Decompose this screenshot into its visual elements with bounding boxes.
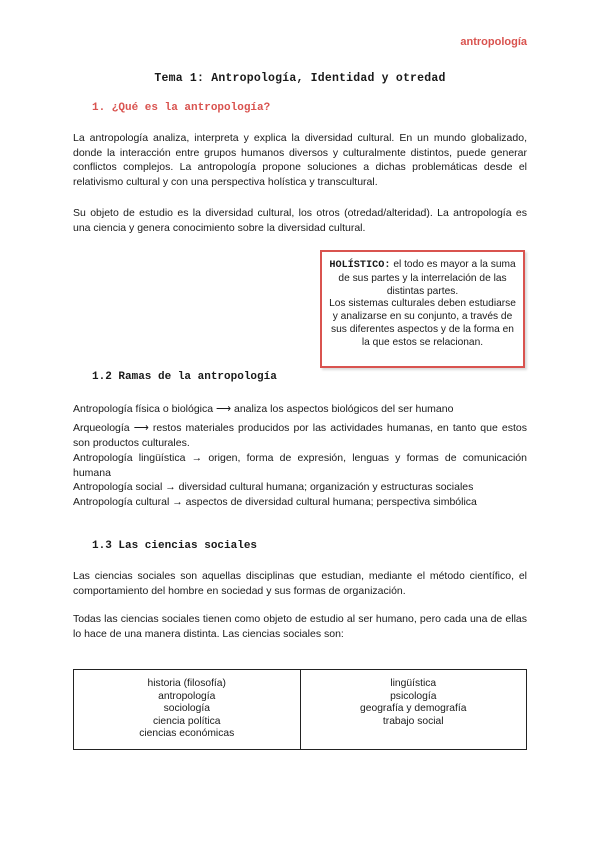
table-row [74,670,527,750]
branch-item: Antropología social → diversidad cultural humana; organización y estructuras sociales [73,481,474,493]
paragraph-intro: La antropología analiza, interpreta y explica la diversidad cultural. En un mundo globalizado, donde la interacción entre grupos humanos diversos y culturalmente distintos, puede generar conflictos complejos. La antropología propone soluciones a dichas problemáticas desde el relativismo cultural y con una perspectiva holística y transcultural. [73,132,527,188]
holistic-systems-text: Los sistemas culturales deben estudiarse y analizarse en su conjunto, a través de sus diferentes aspectos y de la forma en la que estos se relacionan. [329,298,516,348]
page-title: Tema 1: Antropología, Identidad y otredad [154,72,446,85]
section-3-heading: 1.3 Las ciencias sociales [92,540,258,552]
header-subject-tag: antropología [460,36,527,48]
list-item: lingüística [390,678,437,689]
branch-item: Arqueología ⟶ restos materiales producidos por las actividades humanas, en tanto que estos son productos culturales. [73,422,527,449]
holistic-keyword: HOLÍSTICO: [329,260,391,271]
table-cell-right [300,670,527,750]
holistic-definition-text: el todo es mayor a la suma de sus partes y la interrelación de las distintas partes. [338,259,516,297]
section-2-heading: 1.2 Ramas de la antropología [92,371,277,383]
table-cell-left [74,670,301,750]
branch-item: Antropología lingüística → origen, forma de expresión, lenguas y formas de comunicación humana [73,452,527,479]
holistic-definition-box [320,250,525,368]
list-item: ciencias económicas [139,728,235,740]
list-item: geografía y demografía [360,703,467,715]
branch-item: Antropología cultural → aspectos de diversidad cultural humana; perspectiva simbólica [73,496,477,508]
social-sciences-table [73,669,527,750]
list-item: ciencia política [152,715,221,727]
paragraph-social-sciences-list-intro: Todas las ciencias sociales tienen como objeto de estudio al ser humano, pero cada una de ellas lo hace de una manera distinta. Las ciencias sociales son: [73,613,527,640]
list-item: sociología [163,703,210,715]
list-item: trabajo social [382,715,444,727]
list-item: antropología [158,690,216,702]
list-item: historia (filosofía) [147,678,226,689]
paragraph-social-sciences-definition: Las ciencias sociales son aquellas disciplinas que estudian, mediante el método científico, el comportamiento del hombre en sociedad y sus formas de organización. [73,570,527,597]
section-1-heading: 1. ¿Qué es la antropología? [92,102,271,114]
branch-item: Antropología física o biológica ⟶ analiza los aspectos biológicos del ser humano [73,403,454,415]
paragraph-object-of-study: Su objeto de estudio es la diversidad cultural, los otros (otredad/alteridad). La antropología es una ciencia y genera conocimiento sobre la diversidad cultural. [73,207,527,234]
list-item: psicología [390,690,437,702]
